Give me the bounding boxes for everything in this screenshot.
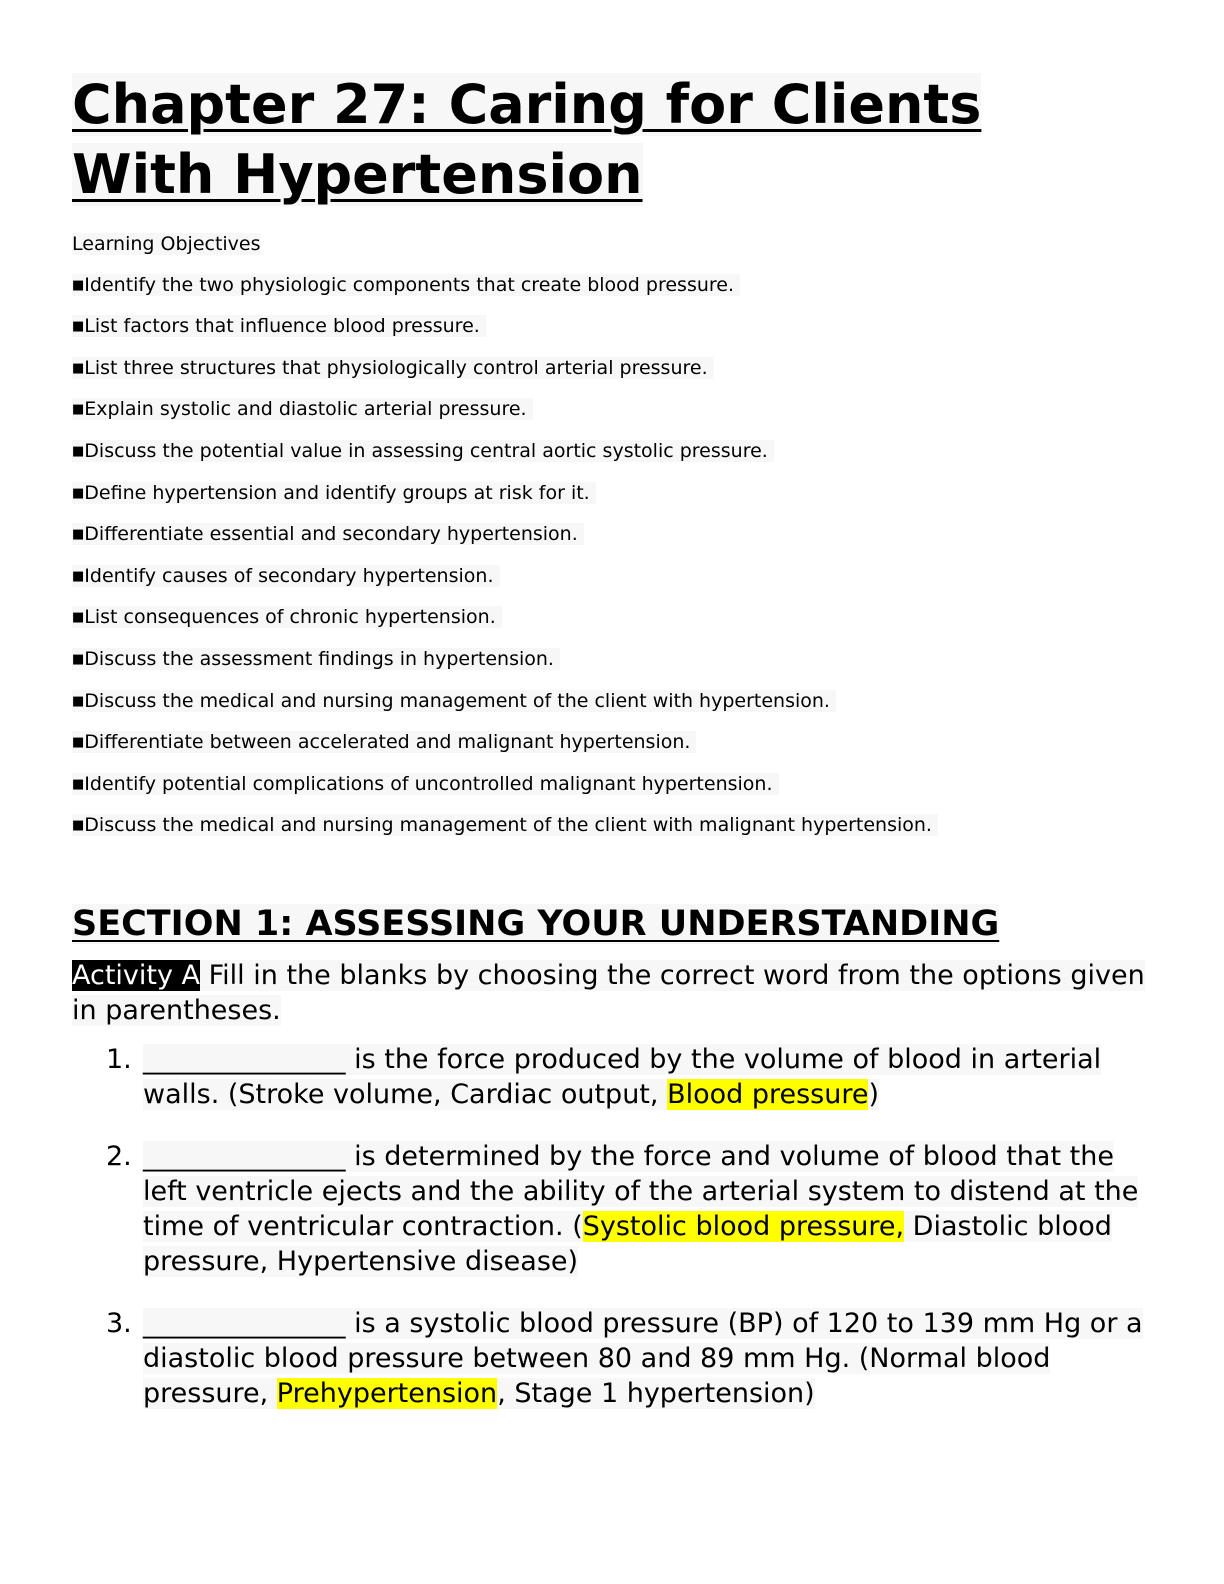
objective-item: ■Identify potential complications of uncontrolled malignant hypertension. xyxy=(72,770,1152,799)
highlighted-answer: Prehypertension xyxy=(276,1378,498,1410)
objective-item: ■Explain systolic and diastolic arterial pressure. xyxy=(72,395,1152,424)
document-page xyxy=(72,70,1152,1438)
bullet-icon: ■ xyxy=(72,402,85,418)
bullet-icon: ■ xyxy=(72,527,85,543)
objective-item: ■Differentiate between accelerated and malignant hypertension. xyxy=(72,728,1152,757)
activity-instruction-text: Fill in the blanks by choosing the correct word from the options given in parentheses. xyxy=(72,960,1145,1027)
objective-item: ■List factors that influence blood pressure. xyxy=(72,312,1152,341)
question-number: 3. xyxy=(106,1308,132,1340)
objective-item: ■List three structures that physiologically control arterial pressure. xyxy=(72,354,1152,383)
bullet-icon: ■ xyxy=(72,651,85,667)
bullet-icon: ■ xyxy=(72,693,85,709)
bullet-icon: ■ xyxy=(72,776,85,792)
bullet-icon: ■ xyxy=(72,485,85,501)
objective-item: ■List consequences of chronic hypertension. xyxy=(72,603,1152,632)
section-title: SECTION 1: ASSESSING YOUR UNDERSTANDING xyxy=(72,904,1000,945)
question-item: 1. _______________ is the force produced by the volume of blood in arterial walls. (Stroke volume, Cardiac output, Blood pressure) xyxy=(106,1044,1102,1111)
objective-item: ■Differentiate essential and secondary hypertension. xyxy=(72,520,1152,549)
learning-objectives-list xyxy=(72,271,1152,841)
objective-item: ■Discuss the medical and nursing management of the client with malignant hypertension. xyxy=(72,811,1152,840)
objective-item: ■Discuss the potential value in assessing central aortic systolic pressure. xyxy=(72,437,1152,466)
chapter-title-line1: Chapter 27: Caring for Clients xyxy=(72,73,982,136)
learning-objectives-heading: Learning Objectives xyxy=(72,233,261,255)
question-number: 2. xyxy=(106,1141,132,1173)
highlighted-answer: Blood pressure xyxy=(667,1079,869,1111)
bullet-icon: ■ xyxy=(72,735,85,751)
bullet-icon: ■ xyxy=(72,277,85,293)
answer-blank: _______________ xyxy=(143,1044,346,1076)
question-item: 2. _______________ is determined by the force and volume of blood that the left ventricle ejects and the ability of the arterial system to distend at the time of ventricular contraction. (Systolic blood pressure, Diastolic blood pressure, Hypertensive disease) xyxy=(106,1141,1139,1278)
chapter-title-line2: With Hypertension xyxy=(72,143,643,206)
bullet-icon: ■ xyxy=(72,360,85,376)
objective-item: ■Discuss the assessment findings in hypertension. xyxy=(72,645,1152,674)
bullet-icon: ■ xyxy=(72,818,85,834)
question-list xyxy=(72,1042,1152,1411)
objective-item: ■Identify causes of secondary hypertension. xyxy=(72,562,1152,591)
objective-item: ■Define hypertension and identify groups at risk for it. xyxy=(72,479,1152,508)
activity-instructions xyxy=(72,958,1152,1028)
bullet-icon: ■ xyxy=(72,443,85,459)
highlighted-answer: Systolic blood pressure, xyxy=(582,1211,905,1243)
bullet-icon: ■ xyxy=(72,568,85,584)
question-number: 1. xyxy=(106,1044,132,1076)
bullet-icon: ■ xyxy=(72,610,85,626)
bullet-icon: ■ xyxy=(72,319,85,335)
activity-tag: Activity A xyxy=(72,960,201,992)
objective-item: ■Discuss the medical and nursing management of the client with hypertension. xyxy=(72,687,1152,716)
chapter-title xyxy=(72,70,1152,210)
answer-blank: _______________ xyxy=(143,1308,346,1340)
objective-item: ■Identify the two physiologic components that create blood pressure. xyxy=(72,271,1152,300)
question-item: 3. _______________ is a systolic blood pressure (BP) of 120 to 139 mm Hg or a diastolic blood pressure between 80 and 89 mm Hg. (Normal blood pressure, Prehypertension, Stage 1 hypertension) xyxy=(106,1308,1143,1410)
answer-blank: _______________ xyxy=(143,1141,346,1173)
